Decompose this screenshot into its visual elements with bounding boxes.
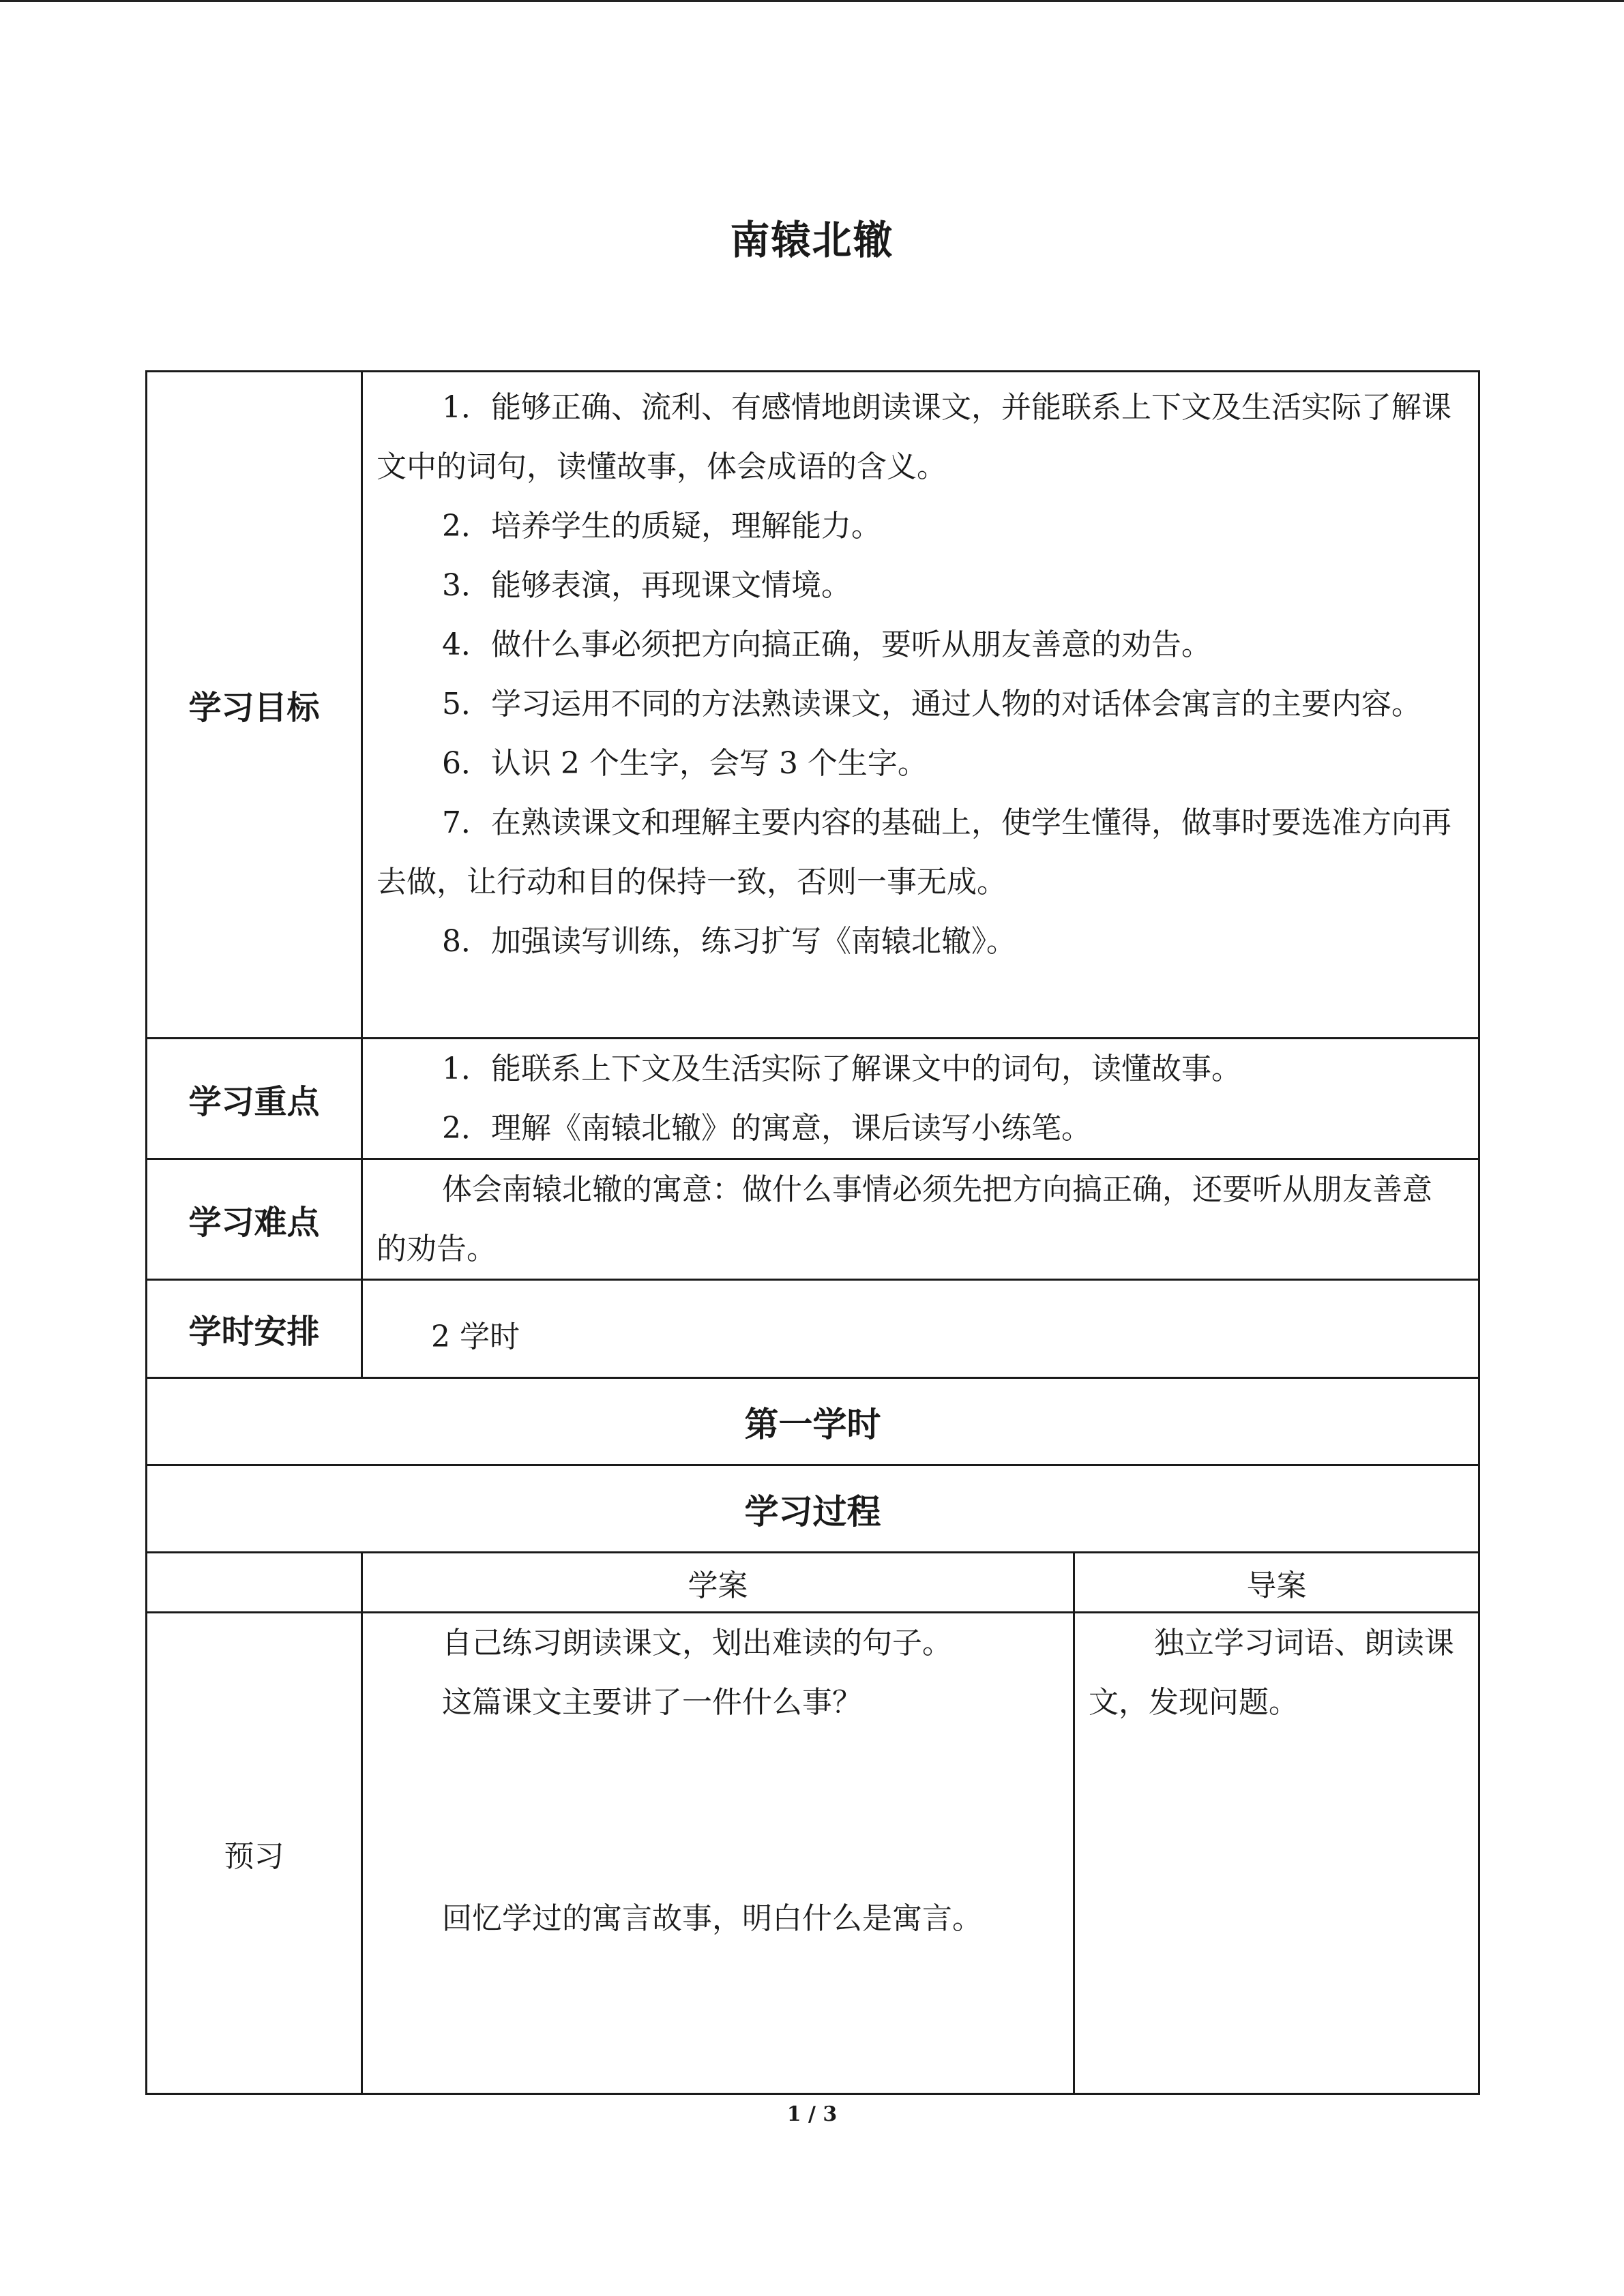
key-points-row [147,1039,1479,1159]
preview-guide-content [1074,1613,1479,2094]
objectives-row [147,372,1479,1039]
guide-plan-header: 导案 [1074,1553,1479,1613]
column-header-row [147,1553,1479,1613]
schedule-row [147,1280,1479,1378]
difficulty-text: 体会南辕北辙的寓意：做什么事情必须先把方向搞正确，还要听从朋友善意的劝告。 [377,1172,1432,1266]
preview-study-content [362,1613,1074,2094]
objectives-content [362,372,1479,1039]
page-top-border [0,0,1624,2]
key-points-content [362,1039,1479,1159]
page-number: 1 / 3 [786,2102,838,2126]
lesson-title: 第一学时 [147,1378,1479,1465]
objective-item: 3．能够表演，再现课文情境。 [442,568,851,603]
difficulties-row [147,1159,1479,1280]
objective-item: 8．加强读写训练，练习扩写《南辕北辙》。 [442,924,1016,959]
process-title: 学习过程 [147,1465,1479,1553]
document-title: 南辕北辙 [730,217,894,263]
preview-study-item: 回忆学过的寓言故事，明白什么是寓言。 [442,1901,982,1936]
schedule-text: 2 学时 [362,1280,1479,1378]
preview-guide-text: 独立学习词语、朗读课文，发现问题。 [1089,1626,1454,1720]
difficulties-content [362,1159,1479,1280]
lesson-title-row [147,1378,1479,1465]
spacer [377,1732,1055,1889]
preview-label: 预习 [147,1613,362,2094]
study-plan-header: 学案 [362,1553,1074,1613]
objective-item: 6．认识 2 个生字，会写 3 个生字。 [442,746,928,781]
key-points-label: 学习重点 [147,1039,362,1159]
preview-row [147,1613,1479,2094]
lesson-plan-table [145,370,1480,2095]
process-title-row [147,1465,1479,1553]
key-point-item: 1．能联系上下文及生活实际了解课文中的词句，读懂故事。 [442,1052,1241,1086]
objective-item: 2．培养学生的质疑，理解能力。 [442,509,881,543]
schedule-label: 学时安排 [147,1280,362,1378]
objective-item: 7．在熟读课文和理解主要内容的基础上，使学生懂得，做事时要选准方向再去做，让行动和目的保持一致，否则一事无成。 [377,805,1451,899]
objective-item: 4．做什么事必须把方向搞正确，要听从朋友善意的劝告。 [442,627,1211,662]
objective-item: 5．学习运用不同的方法熟读课文，通过人物的对话体会寓言的主要内容。 [442,687,1421,721]
key-point-item: 2．理解《南辕北辙》的寓意，课后读写小练笔。 [442,1111,1091,1146]
preview-study-item: 自己练习朗读课文，划出难读的句子。 [442,1626,952,1660]
preview-study-item: 这篇课文主要讲了一件什么事？ [442,1685,862,1720]
objectives-label: 学习目标 [147,372,362,1039]
difficulties-label: 学习难点 [147,1159,362,1280]
objective-item: 1．能够正确、流利、有感情地朗读课文，并能联系上下文及生活实际了解课文中的词句，读懂故事，体会成语的含义。 [377,390,1451,484]
empty-header-cell [147,1553,362,1613]
